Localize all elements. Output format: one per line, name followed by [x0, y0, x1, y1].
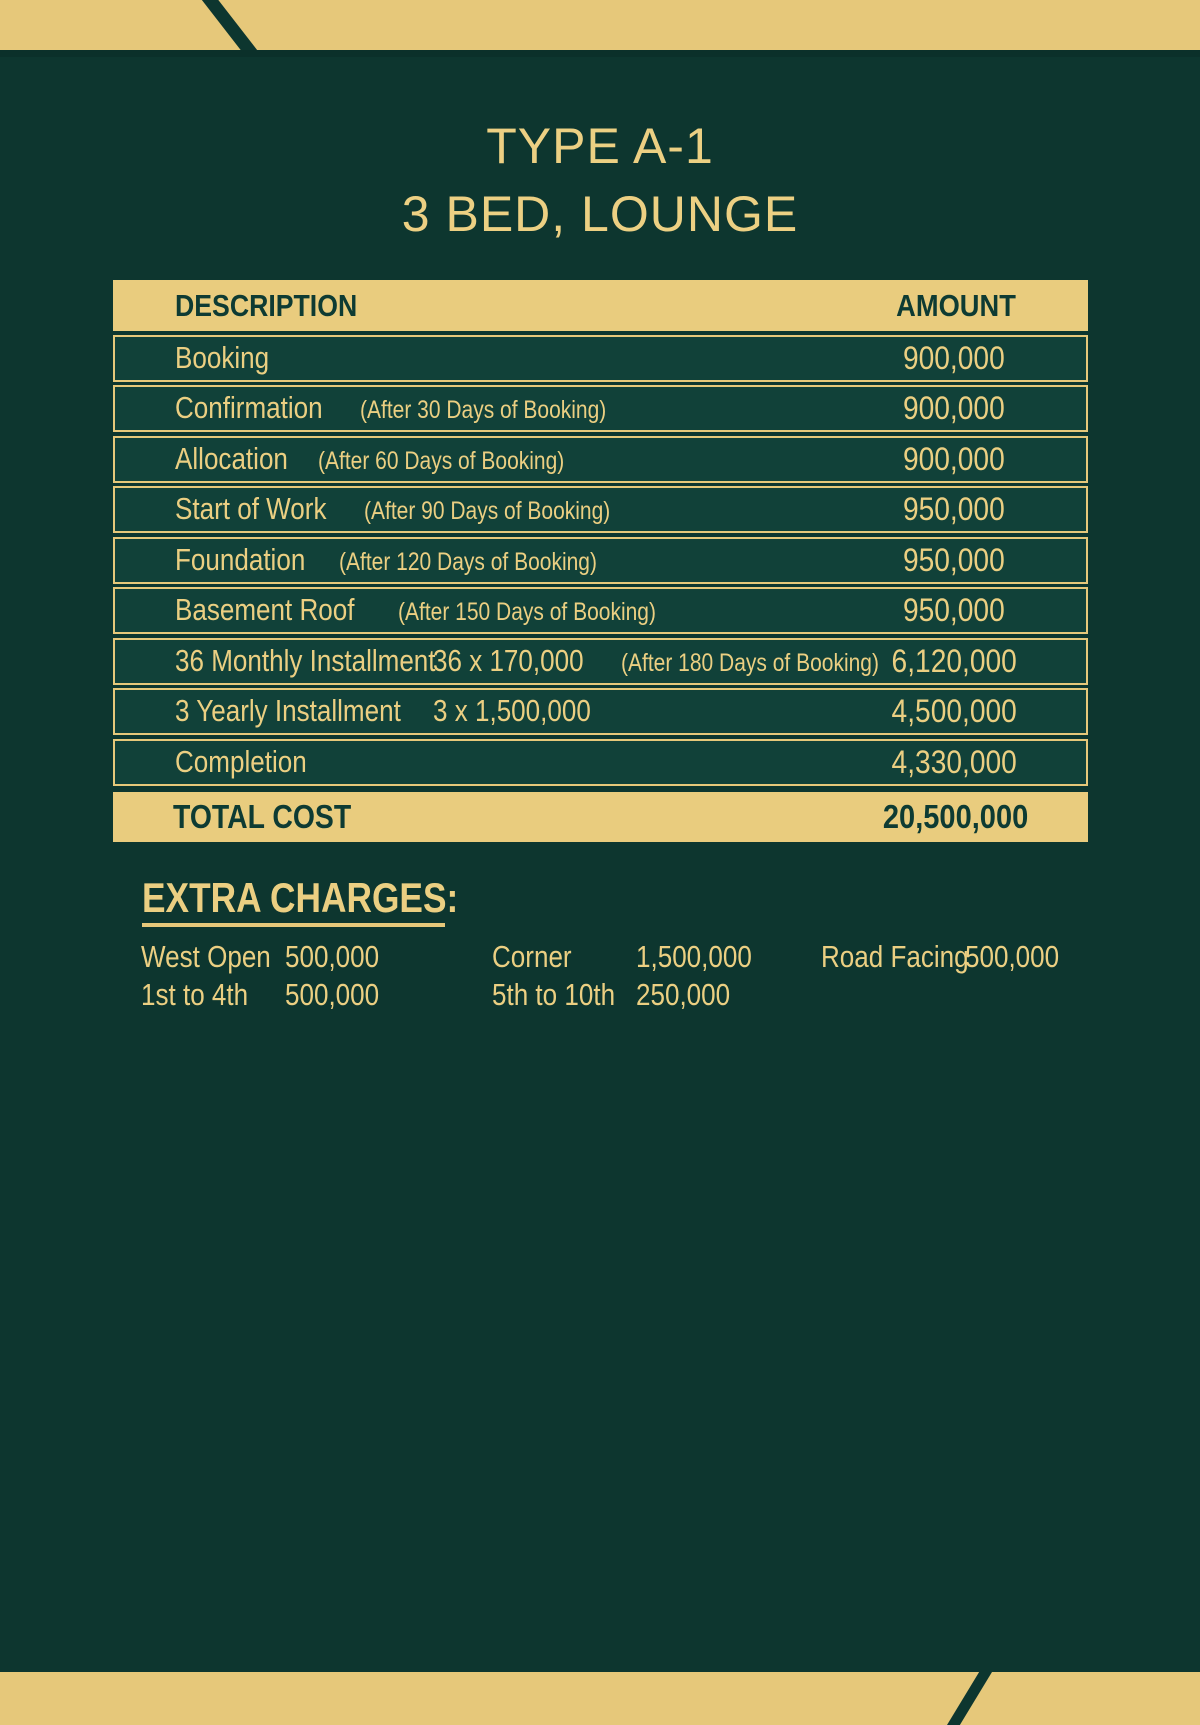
header-description: DESCRIPTION — [175, 287, 358, 323]
row-amount: 6,120,000 — [891, 642, 1017, 679]
page-title-line2: 3 BED, LOUNGE — [401, 186, 799, 242]
row-label: Completion — [175, 743, 307, 779]
row-detail: 3 x 1,500,000 — [433, 693, 591, 728]
charge-amount: 250,000 — [636, 977, 731, 1012]
header-amount: AMOUNT — [896, 287, 1016, 323]
table-row — [113, 486, 1088, 533]
row-amount: 900,000 — [903, 390, 1005, 426]
bottom-gold-band — [0, 1672, 1200, 1725]
row-amount: 900,000 — [903, 339, 1005, 376]
table-row — [113, 587, 1088, 634]
total-amount: 20,500,000 — [883, 797, 1029, 835]
row-label: 36 Monthly Installment — [175, 642, 436, 678]
row-label: Confirmation — [175, 390, 323, 425]
charge-amount: 500,000 — [285, 939, 380, 974]
row-note: (After 180 Days of Booking) — [621, 648, 880, 677]
row-note: (After 30 Days of Booking) — [359, 396, 607, 424]
row-label: 3 Yearly Installment — [175, 693, 401, 728]
row-label: Allocation — [175, 440, 288, 476]
charge-label: West Open — [141, 939, 271, 974]
table-row — [113, 638, 1088, 685]
total-label: TOTAL COST — [173, 797, 352, 835]
row-amount: 950,000 — [903, 541, 1005, 578]
table-row — [113, 537, 1088, 584]
bottom-band-diagonal-line — [0, 1672, 1200, 1725]
charge-label: 1st to 4th — [141, 977, 249, 1012]
table-header-row — [113, 280, 1088, 331]
charge-label: Corner — [492, 939, 572, 974]
row-note: (After 90 Days of Booking) — [364, 497, 611, 525]
row-label: Booking — [175, 339, 270, 375]
page-title — [0, 112, 1200, 248]
row-note: (After 120 Days of Booking) — [339, 547, 598, 576]
charge-amount: 1,500,000 — [636, 939, 752, 974]
top-band-shadow — [0, 50, 1200, 57]
row-label: Start of Work — [175, 491, 327, 526]
extra-charges-underline — [142, 923, 445, 927]
extra-charges-heading: EXTRA CHARGES: — [142, 874, 459, 921]
row-label: Basement Roof — [175, 592, 355, 627]
row-amount: 900,000 — [903, 440, 1005, 477]
row-detail: 36 x 170,000 (After 180 Days of Booking) — [433, 640, 928, 684]
row-amount: 4,330,000 — [891, 743, 1017, 780]
top-gold-band — [0, 0, 1200, 50]
charge-amount: 500,000 — [285, 977, 380, 1012]
row-amount: 950,000 — [903, 592, 1005, 628]
table-row — [113, 739, 1088, 786]
table-row — [113, 688, 1088, 735]
table-row — [113, 385, 1088, 432]
charge-label: 5th to 10th — [492, 977, 616, 1012]
table-row — [113, 436, 1088, 483]
row-amount: 950,000 — [903, 491, 1005, 527]
row-amount: 4,500,000 — [891, 693, 1017, 729]
row-label: Foundation — [175, 541, 306, 577]
extra-charges-grid — [141, 938, 1115, 1014]
charge-label: Road Facing — [821, 939, 969, 974]
table-row — [113, 335, 1088, 382]
page-title-line1: TYPE A-1 — [486, 118, 714, 174]
payment-plan-table — [113, 280, 1088, 842]
row-note: (After 150 Days of Booking) — [397, 598, 656, 626]
top-band-diagonal-line — [0, 0, 1200, 50]
total-cost-row — [113, 792, 1088, 842]
row-note: (After 60 Days of Booking) — [318, 446, 565, 475]
charge-amount: 500,000 — [965, 939, 1060, 974]
